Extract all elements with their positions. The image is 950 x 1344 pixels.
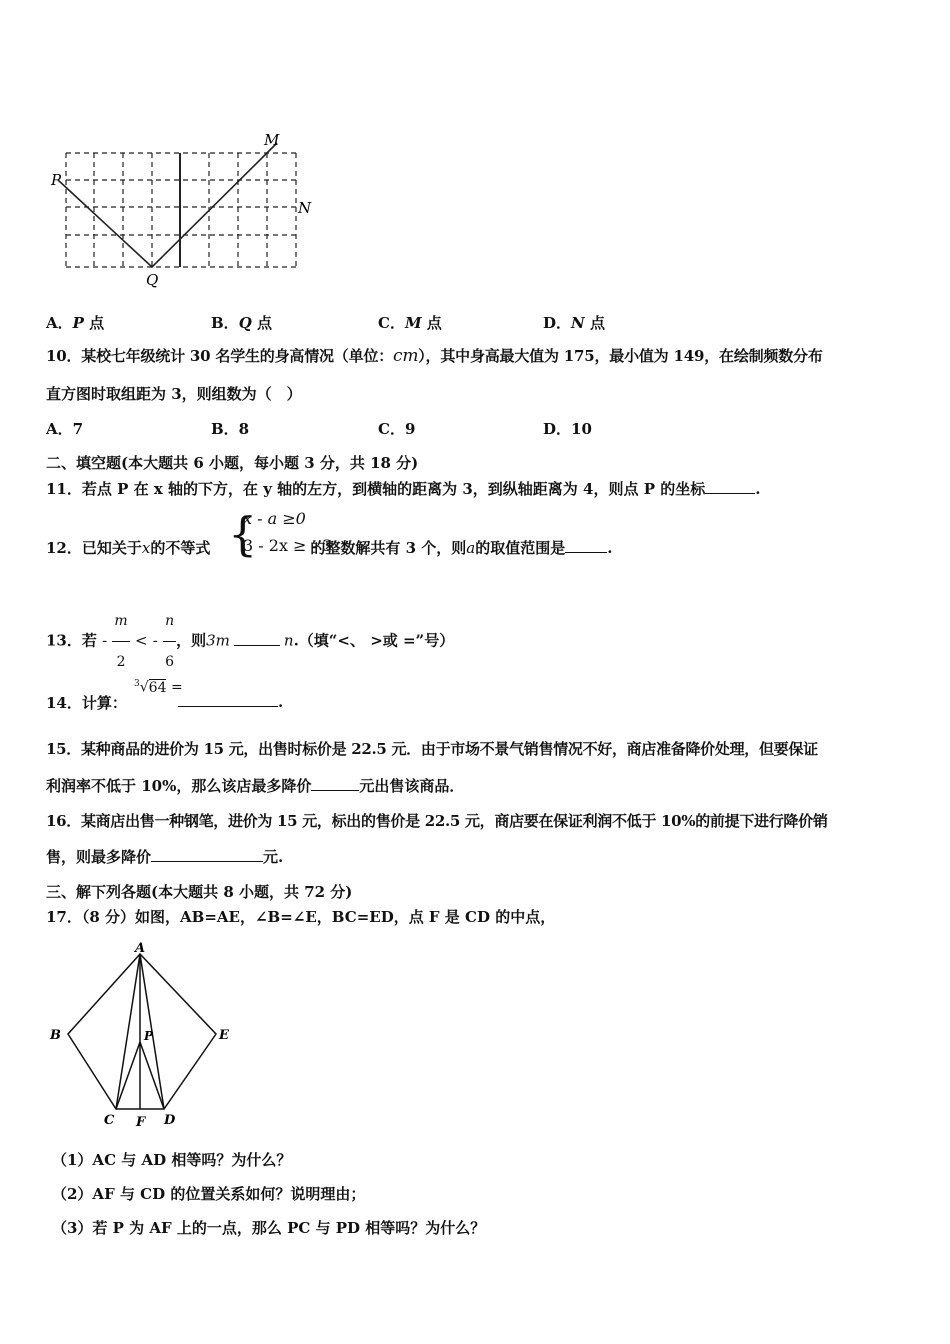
q10-line1: 10．某校七年级统计 30 名学生的身高情况（单位：cm），其中身高最大值为 175，最小值为 149，在绘制频数分布 — [46, 346, 823, 366]
q17-label-b: B — [50, 1028, 61, 1043]
q17-part-3: （3）若 P 为 AF 上的一点，那么 PC 与 PD 相等吗？为什么？ — [52, 1219, 486, 1237]
q9-label-n: N — [298, 199, 312, 217]
q17-label-f: F — [136, 1115, 146, 1130]
q17-part-1: （1）AC 与 AD 相等吗？为什么？ — [52, 1151, 292, 1169]
q14-answer-blank: . — [178, 692, 283, 711]
q15-line1: 15．某种商品的进价为 15 元，出售时标价是 22.5 元．由于市场不景气销售情况不好，商店准备降价处理，但要保证 — [46, 740, 818, 758]
q12-line: 12．已知关于x的不等式 的整数解共有 3 个，则a的取值范围是 . — [46, 539, 613, 557]
q9-label-p: P — [51, 171, 62, 189]
section3-heading: 三、解下列各题(本大题共 8 小题，共 72 分) — [46, 883, 353, 901]
q12-inequality-1: x - a ≥0 — [243, 509, 306, 528]
q17-pentagon-figure — [44, 942, 244, 1132]
q17-label-p: P — [144, 1029, 154, 1043]
q9-grid-figure — [40, 125, 330, 295]
q9-option-d: D．N 点 — [543, 314, 605, 332]
q10-option-c: C．9 — [378, 420, 416, 438]
q17-label-a: A — [135, 942, 146, 956]
q9-label-m: M — [264, 131, 280, 149]
q17-line: 17．（8 分）如图，AB=AE，∠B=∠E，BC=ED，点 F 是 CD 的中点， — [46, 908, 556, 926]
q14-radical: $^3$√64 = — [134, 679, 183, 696]
q10-line2: 直方图时取组距为 3，则组数为（ ） — [46, 385, 302, 403]
q9-option-a: A．P 点 — [46, 314, 105, 332]
q14-line: 14．计算： — [46, 694, 127, 712]
q16-line1: 16．某商店出售一种钢笔，进价为 15 元，标出的售价是 22.5 元，商店要在保证利润不低于 10%的前提下进行降价销 — [46, 812, 828, 830]
q10-option-b: B．8 — [211, 420, 250, 438]
q17-label-e: E — [219, 1028, 229, 1043]
q13-line: 13．若 - $\frac{m}{2}$ < - $\frac{n}{6}$ ，则3m n.（填“<、 >或 =”号） — [46, 601, 454, 641]
q9-option-c: C．M 点 — [378, 314, 442, 332]
q12-brace: { — [228, 507, 258, 561]
q12-inequality-2: 3 - 2x ≥ - 3 — [243, 536, 333, 555]
q10-option-d: D．10 — [543, 420, 592, 438]
q11-line: 11．若点 P 在 x 轴的下方，在 y 轴的左方，到横轴的距离为 3，到纵轴距离为 4，则点 P 的坐标 . — [46, 480, 761, 498]
q17-part-2: （2）AF 与 CD 的位置关系如何？说明理由； — [52, 1185, 366, 1203]
q15-line2: 利润率不低于 10%，那么该店最多降价 元出售该商品． — [46, 777, 465, 795]
q10-option-a: A．7 — [46, 420, 84, 438]
q9-label-q: Q — [146, 271, 159, 289]
q17-label-c: C — [104, 1113, 115, 1128]
q9-option-b: B．Q 点 — [211, 314, 273, 332]
q17-label-d: D — [164, 1113, 176, 1128]
section2-heading: 二、填空题(本大题共 6 小题，每小题 3 分，共 18 分) — [46, 454, 419, 472]
q16-line2: 售，则最多降价 元. — [46, 848, 284, 866]
